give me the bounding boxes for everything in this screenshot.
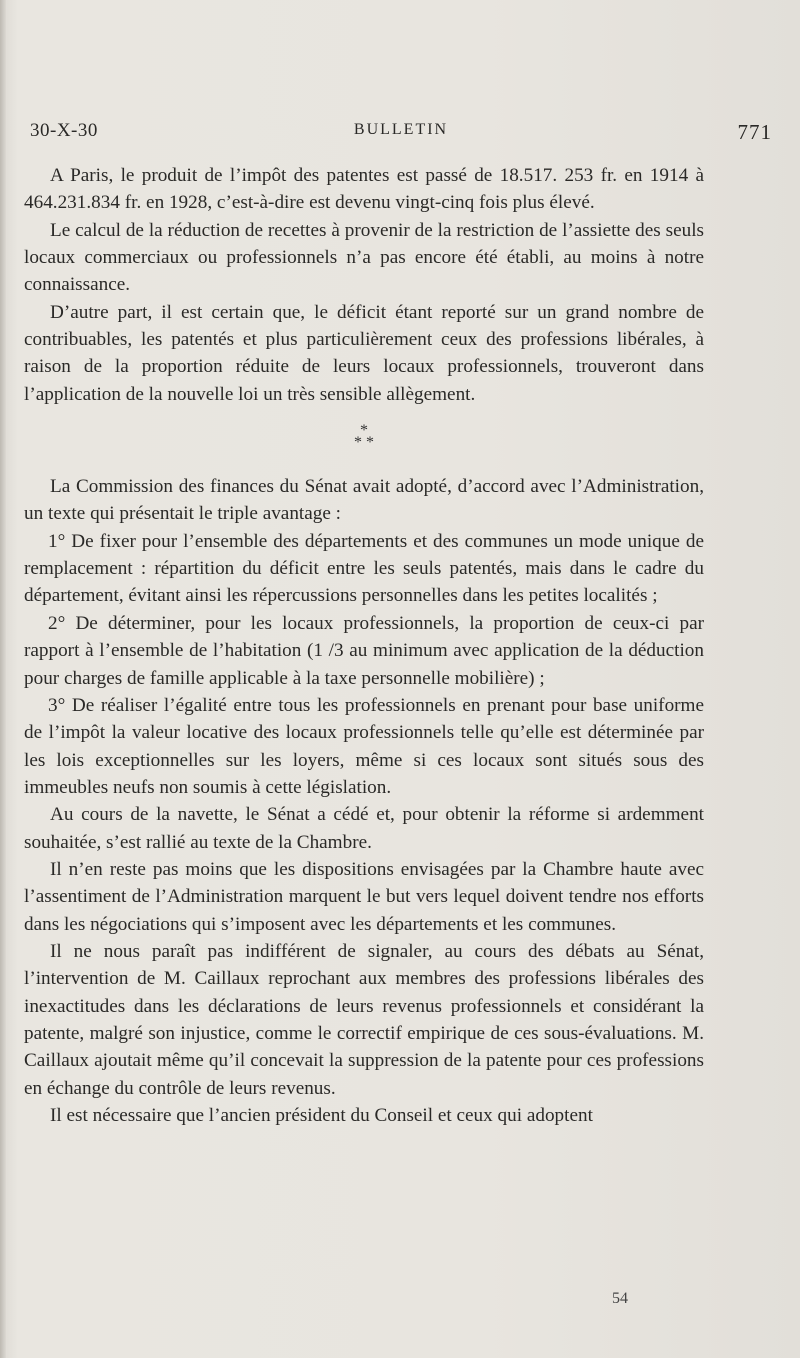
signature-mark: 54 <box>612 1290 628 1307</box>
asterism-bottom: * * <box>354 434 374 452</box>
list-item: 2° De déterminer, pour les locaux professionnels, la proportion de ceux-ci par rapport à l’ensemble de l’habitation (1 /3 au minimum avec application de la déduction pour charges de famille applicable à la taxe personnelle mobilière) ; <box>24 612 704 689</box>
page-edge-shadow <box>0 0 6 1358</box>
article-body <box>24 162 704 1129</box>
paragraph: Il est nécessaire que l’ancien président du Conseil et ceux qui adoptent <box>50 1105 593 1126</box>
running-header <box>30 120 772 150</box>
paragraph: Au cours de la navette, le Sénat a cédé et, pour obtenir la réforme si ardemment souhaitée, s’est rallié au texte de la Chambre. <box>24 804 704 853</box>
paragraph: Il n’en reste pas moins que les dispositions envisagées par la Chambre haute avec l’assentiment de l’Administration marquent le but vers lequel doivent tendre nos efforts dans les négociations qui s’imposent avec les départements et les communes. <box>24 858 704 935</box>
paragraph: A Paris, le produit de l’impôt des patentes est passé de 18.517. 253 fr. en 1914 à 464.231.834 fr. en 1928, c’est-à-dire est devenu vingt-cinq fois plus élevé. <box>24 165 704 214</box>
list-item: 1° De fixer pour l’ensemble des départements et des communes un mode unique de remplacement : répartition du déficit entre les seuls patentés, mais dans le cadre du département, évitant ainsi les répercussions personnelles dans les petites localités ; <box>24 530 704 607</box>
paragraph: D’autre part, il est certain que, le déficit étant reporté sur un grand nombre de contribuables, les patentés et plus particulièrement ceux des professions libérales, à raison de la proportion réduite de leurs locaux professionnels, trouveront dans l’application de la nouvelle loi un très sensible allègement. <box>24 301 704 405</box>
list-item: 3° De réaliser l’égalité entre tous les professionnels en prenant pour base uniforme de l’impôt la valeur locative des locaux professionnels telle qu’elle est déterminée par les lois exceptionnelles sur les loyers, même si ces locaux sont situés sous des immeubles neufs non soumis à cette législation. <box>24 694 704 798</box>
paragraph: Il ne nous paraît pas indifférent de signaler, au cours des débats au Sénat, l’intervention de M. Caillaux reprochant aux membres des professions libérales des inexactitudes dans les déclarations de leurs revenus professionnels et considérant la patente, malgré son injustice, comme le correctif empirique de ces sous-évaluations. M. Caillaux ajoutait même qu’il concevait la suppression de la patente pour ces professions en échange du contrôle de leurs revenus. <box>24 940 704 1099</box>
section-break-asterism <box>24 422 704 452</box>
header-title: BULLETIN <box>353 121 449 138</box>
asterism-top: * <box>360 422 368 440</box>
paragraph: La Commission des finances du Sénat avait adopté, d’accord avec l’Administration, un texte qui présentait le triple avantage : <box>24 476 704 525</box>
paragraph: Le calcul de la réduction de recettes à provenir de la restriction de l’assiette des seuls locaux commerciaux ou professionnels n’a pas encore été établi, au moins à notre connaissance. <box>24 219 704 296</box>
header-date: 30-X-30 <box>30 120 98 141</box>
page-number: 771 <box>737 120 772 144</box>
